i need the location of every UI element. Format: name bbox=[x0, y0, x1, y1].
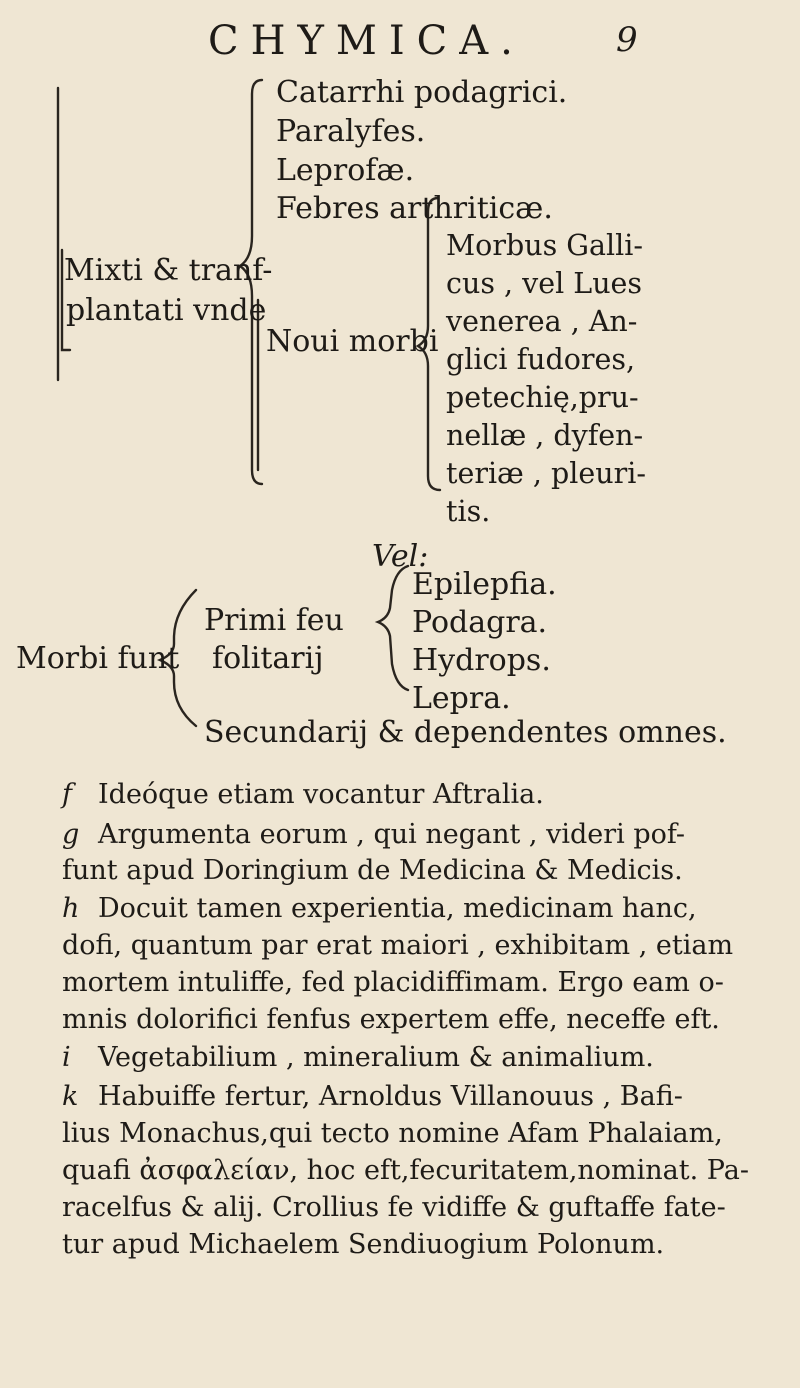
new-disease-line: cus , vel Lues bbox=[446, 267, 643, 300]
mixti-label-1: Mixti & tranf- bbox=[64, 253, 273, 288]
note-mark-f: f bbox=[62, 779, 72, 810]
note-line: Vegetabilium , mineralium & animalium. bbox=[98, 1042, 654, 1073]
brace-primi bbox=[378, 566, 408, 690]
disease-item: Febres arthriticæ. bbox=[276, 191, 553, 226]
note-line: lius Monachus,qui tecto nomine Afam Phalaiam, bbox=[62, 1118, 723, 1149]
new-disease-line: nellæ , dyfen- bbox=[446, 419, 644, 452]
secundarij-line: Secundarij & dependentes omnes. bbox=[204, 715, 727, 750]
new-disease-line: teriæ , pleuri- bbox=[446, 457, 646, 490]
primary-disease: Podagra. bbox=[412, 605, 548, 640]
primi-label-2: folitarij bbox=[212, 641, 324, 676]
new-disease-line: glici fudores, bbox=[446, 343, 636, 376]
noui-morbi-label: Noui morbi bbox=[266, 324, 439, 359]
new-disease-line: petechię,pru- bbox=[446, 381, 639, 414]
new-disease-line: Morbus Galli- bbox=[446, 229, 643, 262]
primary-disease: Lepra. bbox=[412, 681, 511, 716]
note-mark-g: g bbox=[62, 819, 80, 850]
primi-label-1: Primi feu bbox=[204, 603, 344, 638]
note-line: Ideóque etiam vocantur Aftralia. bbox=[98, 779, 544, 810]
new-disease-line: tis. bbox=[446, 495, 491, 528]
note-line: tur apud Michaelem Sendiuogium Polonum. bbox=[62, 1229, 665, 1260]
primary-disease: Hydrops. bbox=[412, 643, 551, 678]
page-number: 9 bbox=[616, 20, 638, 60]
disease-item: Paralyfes. bbox=[276, 114, 426, 149]
morbi-funt-label: Morbi funt bbox=[16, 641, 180, 676]
note-line: Docuit tamen experientia, medicinam hanc, bbox=[98, 893, 697, 924]
note-mark-i: i bbox=[62, 1042, 71, 1073]
note-line: dofi, quantum par erat maiori , exhibitam , etiam bbox=[62, 930, 734, 961]
note-mark-k: k bbox=[62, 1081, 79, 1112]
note-mark-h: h bbox=[62, 893, 80, 924]
note-line: mortem intuliffe, fed placidiffimam. Ergo eam o- bbox=[62, 967, 724, 998]
primary-disease: Epilepfia. bbox=[412, 567, 557, 602]
note-line: quafi ἀσφαλείαν, hoc eft,fecuritatem,nominat. Pa- bbox=[62, 1155, 749, 1186]
disease-item: Catarrhi podagrici. bbox=[276, 75, 568, 110]
note-line: mnis dolorifici fenfus expertem effe, neceffe eft. bbox=[62, 1004, 720, 1035]
note-line: racelfus & alij. Crollius fe vidiffe & guftaffe fate- bbox=[62, 1192, 726, 1223]
disease-item: Leprofæ. bbox=[276, 153, 415, 188]
mixti-label-2: plantati vnde bbox=[66, 293, 267, 328]
running-title: CHYMICA. bbox=[208, 18, 525, 64]
new-disease-line: venerea , An- bbox=[446, 305, 638, 338]
note-line: Argumenta eorum , qui negant , videri pof- bbox=[98, 819, 686, 850]
note-line: funt apud Doringium de Medicina & Medicis. bbox=[62, 855, 683, 886]
note-line: Habuiffe fertur, Arnoldus Villanouus , Bafi- bbox=[98, 1081, 683, 1112]
vel-heading: Vel: bbox=[372, 539, 429, 574]
